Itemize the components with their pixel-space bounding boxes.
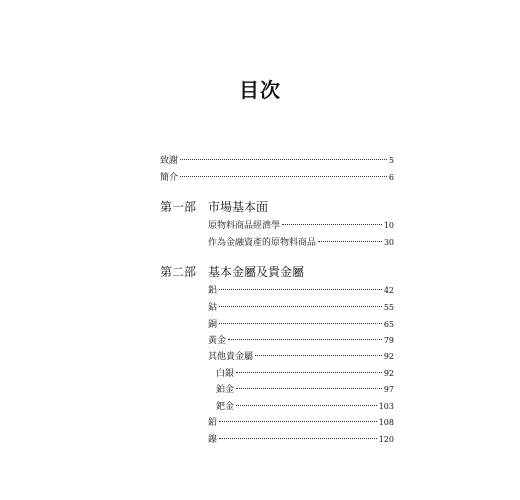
part-heading-1[interactable]: [160, 199, 268, 215]
toc-entry-acknowledgements[interactable]: [160, 155, 394, 167]
part-title: 基本金屬及貴金屬: [208, 265, 305, 279]
toc-entry-label: 鈷: [208, 303, 218, 313]
toc-entry-label: 鎳: [208, 435, 218, 445]
part-label: 第二部: [160, 265, 197, 279]
toc-entry[interactable]: [208, 237, 394, 249]
toc-entry-page: 79: [383, 336, 394, 345]
leader-dots: [318, 241, 382, 242]
leader-dots: [219, 306, 382, 307]
toc-entry-label: 白銀: [216, 369, 235, 379]
toc-entry[interactable]: [208, 351, 394, 363]
toc-entry-page: 108: [378, 418, 394, 427]
leader-dots: [236, 388, 382, 389]
toc-entry-page: 30: [383, 238, 394, 247]
toc-entry-page: 65: [383, 320, 394, 329]
toc-entry-page: 92: [383, 352, 394, 361]
toc-entry-label: 鈀金: [216, 402, 235, 412]
toc-entry-page: 120: [378, 435, 394, 444]
leader-dots: [236, 372, 382, 373]
leader-dots: [180, 176, 387, 177]
toc-subentry[interactable]: [216, 368, 394, 380]
toc-entry[interactable]: [208, 335, 394, 347]
leader-dots: [219, 323, 382, 324]
leader-dots: [228, 339, 382, 340]
toc-entry-introduction[interactable]: [160, 172, 394, 184]
toc-entry-label: 簡介: [160, 173, 179, 183]
toc-entry[interactable]: [208, 285, 394, 297]
toc-entry-page: 6: [388, 173, 394, 182]
toc-entry-page: 97: [383, 385, 394, 394]
toc-entry-page: 92: [383, 369, 394, 378]
leader-dots: [236, 405, 377, 406]
toc-entry-page: 103: [378, 402, 394, 411]
toc-entry[interactable]: [208, 220, 394, 232]
toc-subentry[interactable]: [216, 401, 394, 413]
toc-title: 目次: [239, 78, 281, 102]
part-label: 第一部: [160, 200, 197, 214]
toc-entry[interactable]: [208, 302, 394, 314]
toc-subentry[interactable]: [216, 384, 394, 396]
leader-dots: [255, 355, 382, 356]
toc-entry-label: 黃金: [208, 336, 227, 346]
leader-dots: [219, 421, 377, 422]
toc-entry[interactable]: [208, 417, 394, 429]
toc-entry-label: 其他貴金屬: [208, 352, 254, 362]
toc-entry-label: 鉛: [208, 418, 218, 428]
leader-dots: [282, 224, 382, 225]
toc-entry-label: 致謝: [160, 156, 179, 166]
toc-entry-page: 5: [388, 156, 394, 165]
toc-entry-page: 10: [383, 221, 394, 230]
toc-entry[interactable]: [208, 319, 394, 331]
leader-dots: [219, 289, 382, 290]
part-title: 市場基本面: [208, 200, 269, 214]
toc-entry-label: 鋁: [208, 286, 218, 296]
toc-entry-page: 55: [383, 303, 394, 312]
toc-entry-label: 作為金融資產的原物料商品: [208, 238, 317, 248]
toc-entry-page: 42: [383, 286, 394, 295]
toc-entry-label: 鉑金: [216, 385, 235, 395]
leader-dots: [180, 159, 387, 160]
part-heading-2[interactable]: [160, 264, 304, 280]
toc-entry-label: 銅: [208, 320, 218, 330]
toc-entry-label: 原物料商品經濟學: [208, 221, 281, 231]
toc-entry[interactable]: [208, 434, 394, 446]
leader-dots: [219, 438, 377, 439]
